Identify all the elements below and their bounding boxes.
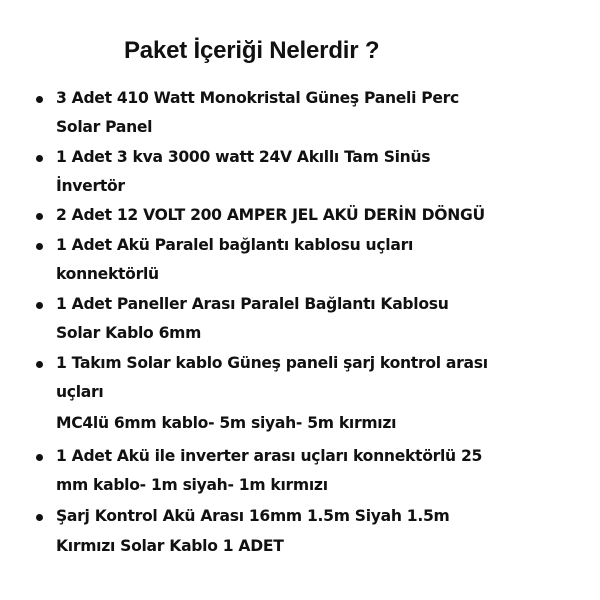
bullet-icon bbox=[36, 361, 43, 368]
page-title: Paket İçeriği Nelerdir ? bbox=[124, 37, 380, 64]
list-item-line: konnektörlü bbox=[56, 265, 159, 283]
list-item-line: Solar Kablo 6mm bbox=[56, 324, 202, 342]
list-item-line: 1 Adet Akü Paralel bağlantı kablosu uçları bbox=[56, 236, 413, 254]
bullet-icon bbox=[36, 454, 43, 461]
list-item-line: 1 Adet Akü ile inverter arası uçları konnektörlü 25 bbox=[56, 447, 483, 465]
list-item-line: MC4lü 6mm kablo- 5m siyah- 5m kırmızı bbox=[56, 414, 397, 432]
list-item-line: mm kablo- 1m siyah- 1m kırmızı bbox=[56, 476, 328, 494]
bullet-icon bbox=[36, 514, 43, 521]
list-item-line: Kırmızı Solar Kablo 1 ADET bbox=[56, 537, 284, 555]
list-item-line: İnvertör bbox=[56, 177, 125, 195]
bullet-icon bbox=[36, 155, 43, 162]
list-item-line: 1 Takım Solar kablo Güneş paneli şarj kontrol arası bbox=[56, 354, 488, 372]
bullet-icon bbox=[36, 96, 43, 103]
bullet-icon bbox=[36, 243, 43, 250]
list-item-line: 2 Adet 12 VOLT 200 AMPER JEL AKÜ DERİN DÖNGÜ bbox=[56, 206, 485, 224]
list-item-line: Şarj Kontrol Akü Arası 16mm 1.5m Siyah 1.5m bbox=[56, 507, 450, 525]
list-item-line: 3 Adet 410 Watt Monokristal Güneş Paneli Perc bbox=[56, 89, 459, 107]
list-item-line: 1 Adet 3 kva 3000 watt 24V Akıllı Tam Sinüs bbox=[56, 148, 431, 166]
bullet-icon bbox=[36, 213, 43, 220]
list-item-line: Solar Panel bbox=[56, 118, 153, 136]
list-item-line: 1 Adet Paneller Arası Paralel Bağlantı Kablosu bbox=[56, 295, 449, 313]
bullet-icon bbox=[36, 302, 43, 309]
list-item-line: uçları bbox=[56, 383, 104, 401]
